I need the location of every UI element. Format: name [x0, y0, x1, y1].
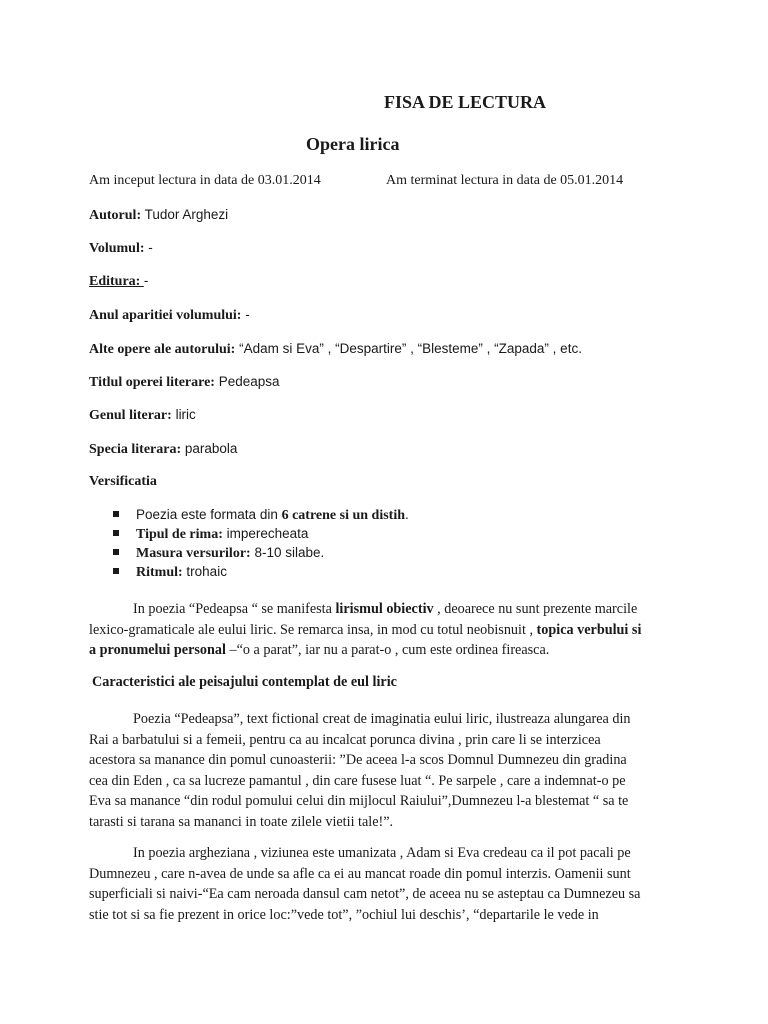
bullet-square-icon	[113, 511, 119, 517]
reading-dates	[89, 173, 729, 189]
bullet-bold-text: 6 catrene si un distih	[281, 508, 406, 523]
bullet-label: Ritmul:	[136, 565, 183, 580]
field-publisher	[89, 273, 148, 290]
field-work-title	[89, 374, 280, 391]
volume-label: Volumul:	[89, 241, 145, 256]
paragraph-line: In poezia argheziana , viziunea este umanizata , Adam si Eva credeau ca il pot pacali pe	[133, 845, 631, 861]
field-author	[89, 207, 228, 224]
field-versification	[89, 474, 157, 490]
paragraph-line: superficiali si naivi-“Ea cam neroada dansul cam netot”, de aceea nu se asteptau ca Dumnezeu sa	[89, 886, 641, 902]
paragraph-line: stie tot si sa fie prezent in orice loc:”vede tot”, ”ochiul lui deschis’, “departarile le vede in	[89, 906, 599, 923]
bold-run: lirismul obiectiv	[335, 601, 434, 617]
paragraph-line: tarasti si tarana sa mananci in toate zilele vietii tale!”.	[89, 813, 394, 830]
bullet-label: Tipul de rima:	[136, 527, 223, 542]
paragraph-line: Poezia “Pedeapsa”, text fictional creat de imaginatia eului liric, ilustreaza alungarea din	[133, 711, 631, 727]
work-title-label: Titlul operei literare:	[89, 375, 215, 390]
paragraph-line: Eva sa manance “din rodul pomului celui din mijlocul Raiului”,Dumnezeu l-a blestemat “ sa te	[89, 793, 629, 809]
list-item	[110, 543, 409, 562]
field-other-works	[89, 341, 582, 358]
text-run: , deoarece nu sunt prezente marcile	[433, 601, 638, 617]
work-title-value: Pedeapsa	[214, 374, 280, 389]
bold-run: topica verbului si	[536, 621, 642, 638]
paragraph-poem-description	[89, 709, 729, 832]
year-value: -	[241, 307, 250, 322]
paragraph-lyricism	[89, 599, 729, 661]
publisher-label: Editura:	[89, 274, 144, 289]
bullet-value: 8-10 silabe.	[250, 545, 325, 560]
paragraph-vision	[89, 843, 729, 925]
publisher-value: -	[143, 273, 149, 288]
genre-value: liric	[171, 407, 196, 422]
bullet-label: Masura versurilor:	[136, 546, 251, 561]
list-item	[110, 505, 409, 524]
end-date-text: Am terminat lectura in data de 05.01.2014	[386, 173, 624, 188]
author-value: Tudor Arghezi	[141, 207, 229, 222]
genre-label: Genul literar:	[89, 408, 172, 423]
paragraph-line: acestora sa manance din pomul cunoasterii: ”De aceea l-a scos Domnul Dumnezeu din gradina	[89, 752, 627, 768]
text-run: lexico-gramaticale ale eului liric. Se remarca insa, in mod cu totul neobisnuit ,	[89, 621, 537, 638]
year-label: Anul aparitiei volumului:	[89, 308, 242, 323]
paragraph-line	[89, 620, 729, 641]
other-works-value: “Adam si Eva” , “Despartire” , “Blesteme” , “Zapada” , etc.	[235, 341, 582, 356]
text-run: –“o a parat”, iar nu a parat-o , cum este ordinea fireasca.	[225, 642, 550, 658]
paragraph-line: Rai a barbatului si a femeii, pentru ca au incalcat porunca divina , prin care li se interzicea	[89, 731, 601, 748]
bold-run: a pronumelui personal	[89, 642, 226, 658]
paragraph-line: Dumnezeu , care n-avea de unde sa afle ca ei au mancat roade din pomul interzis. Oamenii sunt	[89, 865, 631, 882]
versification-heading: Versificatia	[89, 474, 157, 489]
versification-list	[110, 505, 409, 581]
field-year	[89, 307, 250, 324]
text-run: In poezia “Pedeapsa “ se manifesta	[133, 601, 336, 617]
field-genre	[89, 407, 196, 424]
list-item	[110, 562, 409, 581]
bullet-text: Poezia este formata din	[136, 507, 282, 522]
paragraph-line: cea din Eden , ca sa lucreze pamantul , din care fusese luat “. Pe sarpele , care a indemnat-o pe	[89, 772, 626, 789]
paragraph-line	[89, 599, 729, 620]
bullet-square-icon	[113, 568, 119, 574]
author-label: Autorul:	[89, 208, 142, 223]
document-subtitle: Opera lirica	[306, 134, 400, 154]
start-date-text: Am inceput lectura in data de 03.01.2014	[89, 173, 321, 188]
bullet-square-icon	[113, 549, 119, 555]
field-volume	[89, 240, 153, 257]
species-value: parabola	[181, 441, 238, 456]
field-species	[89, 441, 237, 458]
bullet-value: trohaic	[182, 564, 227, 579]
document-title: FISA DE LECTURA	[383, 92, 547, 112]
bullet-end-text: .	[405, 507, 409, 522]
list-item	[110, 524, 409, 543]
bullet-square-icon	[113, 530, 119, 536]
other-works-label: Alte opere ale autorului:	[89, 342, 236, 357]
volume-value: -	[144, 240, 153, 255]
species-label: Specia literara:	[89, 442, 182, 457]
paragraph-line	[89, 640, 729, 661]
section-heading: Caracteristici ale peisajului contemplat de eul liric	[92, 674, 397, 690]
bullet-value: imperecheata	[222, 526, 309, 541]
